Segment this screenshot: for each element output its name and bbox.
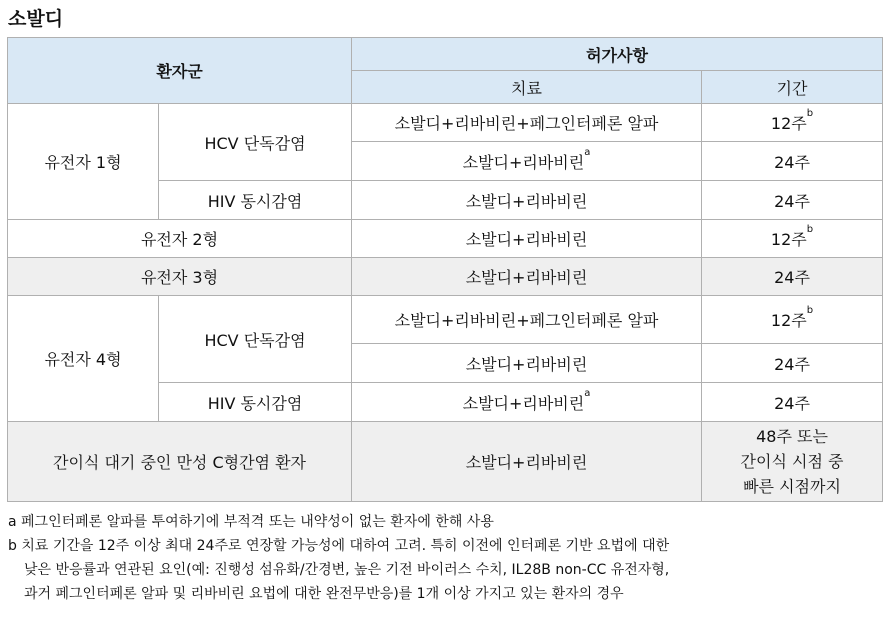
duration-text: 12주 xyxy=(770,114,807,133)
footnote-b: b 치료 기간을 12주 이상 최대 24주로 연장할 가능성에 대하여 고려. 특히 이전에 인터페론 기반 요법에 대한 xyxy=(8,538,670,554)
header-row xyxy=(8,38,883,71)
header-duration: 기간 xyxy=(702,71,883,104)
g1-hcv-cell: HCV 단독감염 xyxy=(159,104,352,181)
treatment-cell xyxy=(352,383,702,422)
table-row xyxy=(8,296,883,344)
treatment-text: 소발디+리바비린 xyxy=(462,152,585,172)
table-row xyxy=(8,220,883,258)
treatment-cell: 소발디+리바비린+페그인터페론 알파 xyxy=(352,296,702,344)
duration-cell xyxy=(702,220,883,258)
duration-cell: 24주 xyxy=(702,181,883,220)
footnote-b-cont: 낮은 반응률과 연관된 요인(예: 진행성 섬유화/간경변, 높은 기전 바이러스 수치, IL28B non-CC 유전자형, xyxy=(24,562,670,578)
header-patient-group: 환자군 xyxy=(8,38,352,104)
treatment-cell: 소발디+리바비린 xyxy=(352,422,702,502)
duration-text: 12주 xyxy=(770,230,807,249)
duration-line: 48주 또는 xyxy=(756,427,828,446)
g4-hcv-cell: HCV 단독감염 xyxy=(159,296,352,383)
footnote-marker: b xyxy=(806,108,814,119)
header-treatment: 치료 xyxy=(352,71,702,104)
duration-line: 간이식 시점 중 xyxy=(740,452,844,471)
duration-cell xyxy=(702,104,883,142)
g4-hiv-cell: HIV 동시감염 xyxy=(159,383,352,422)
duration-cell: 24주 xyxy=(702,344,883,383)
duration-cell xyxy=(702,422,883,502)
treatment-cell: 소발디+리바비린 xyxy=(352,220,702,258)
footnote-marker: a xyxy=(584,387,591,399)
duration-cell xyxy=(702,296,883,344)
treatment-cell: 소발디+리바비린 xyxy=(352,344,702,383)
footnote-b-cont: 과거 페그인터페론 알파 및 리바비린 요법에 대한 완전무반응)를 1개 이상 가지고 있는 환자의 경우 xyxy=(24,586,624,602)
treatment-text: 소발디+리바비린 xyxy=(462,393,585,413)
footnotes xyxy=(8,510,669,606)
approval-table xyxy=(7,37,883,502)
table-row xyxy=(8,422,883,502)
duration-line: 빠른 시점까지 xyxy=(743,477,841,496)
footnote-a: a 페그인터페론 알파를 투여하기에 부적격 또는 내약성이 없는 환자에 한해 사용 xyxy=(8,514,494,530)
treatment-cell: 소발디+리바비린+페그인터페론 알파 xyxy=(352,104,702,142)
header-approval: 허가사항 xyxy=(352,38,883,71)
table-row xyxy=(8,104,883,142)
footnote-marker: b xyxy=(806,305,814,316)
footnote-marker: b xyxy=(806,224,814,235)
duration-cell: 24주 xyxy=(702,258,883,296)
treatment-cell xyxy=(352,142,702,181)
duration-cell: 24주 xyxy=(702,142,883,181)
treatment-cell: 소발디+리바비린 xyxy=(352,258,702,296)
g1-hiv-cell: HIV 동시감염 xyxy=(159,181,352,220)
genotype-1-cell: 유전자 1형 xyxy=(8,104,159,220)
page-title: 소발디 xyxy=(8,8,64,30)
genotype-4-cell: 유전자 4형 xyxy=(8,296,159,422)
footnote-marker: a xyxy=(584,146,591,158)
duration-text: 12주 xyxy=(770,311,807,330)
genotype-2-cell: 유전자 2형 xyxy=(8,220,352,258)
treatment-cell: 소발디+리바비린 xyxy=(352,181,702,220)
genotype-3-cell: 유전자 3형 xyxy=(8,258,352,296)
table-row xyxy=(8,258,883,296)
liver-transplant-cell: 간이식 대기 중인 만성 C형간염 환자 xyxy=(8,422,352,502)
duration-cell: 24주 xyxy=(702,383,883,422)
